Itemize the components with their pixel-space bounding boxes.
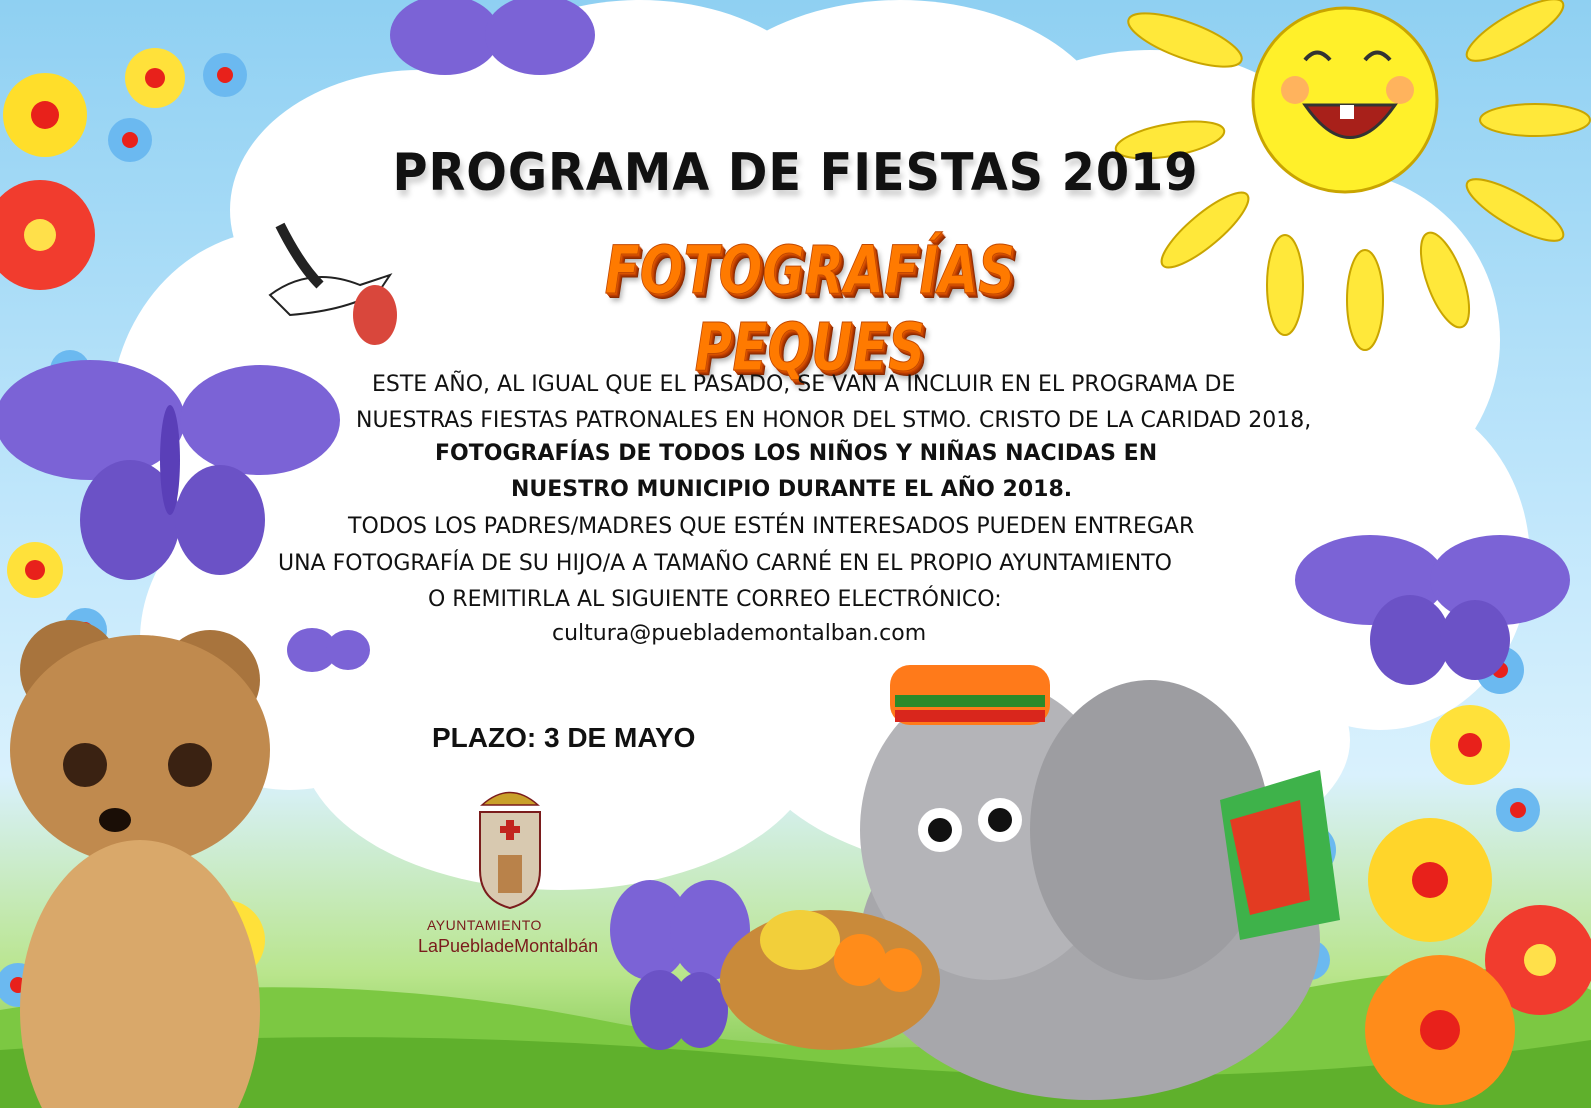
body-line-7: O REMITIRLA AL SIGUIENTE CORREO ELECTRÓNICO:	[428, 587, 1002, 612]
page-title: PROGRAMA DE FIESTAS 2019	[392, 143, 1199, 203]
deadline-text: PLAZO: 3 DE MAYO	[432, 722, 696, 753]
body-line-5: TODOS LOS PADRES/MADRES QUE ESTÉN INTERESADOS PUEDEN ENTREGAR	[348, 514, 1195, 539]
body-line-4-bold: NUESTRO MUNICIPIO DURANTE EL AÑO 2018.	[511, 477, 1073, 502]
teddy-bear	[10, 620, 270, 1108]
body-line-3-bold: FOTOGRAFÍAS DE TODOS LOS NIÑOS Y NIÑAS NACIDAS EN	[435, 441, 1158, 466]
fruit-basket	[720, 910, 940, 1050]
body-line-6: UNA FOTOGRAFÍA DE SU HIJO/A A TAMAÑO CARNÉ EN EL PROPIO AYUNTAMIENTO	[278, 551, 1172, 576]
body-line-1: ESTE AÑO, AL IGUAL QUE EL PASADO, SE VAN A INCLUIR EN EL PROGRAMA DE	[372, 372, 1236, 397]
logo-line-1: AYUNTAMIENTO	[427, 917, 542, 933]
body-line-2: NUESTRAS FIESTAS PATRONALES EN HONOR DEL STMO. CRISTO DE LA CARIDAD 2018,	[356, 408, 1312, 433]
logo-line-2: LaPuebladeMontalbán	[418, 936, 599, 956]
email-address: cultura@pueblademontalban.com	[552, 621, 927, 646]
subtitle: FOTOGRAFÍAS PEQUES	[604, 232, 1016, 386]
butterfly-small	[287, 628, 370, 672]
